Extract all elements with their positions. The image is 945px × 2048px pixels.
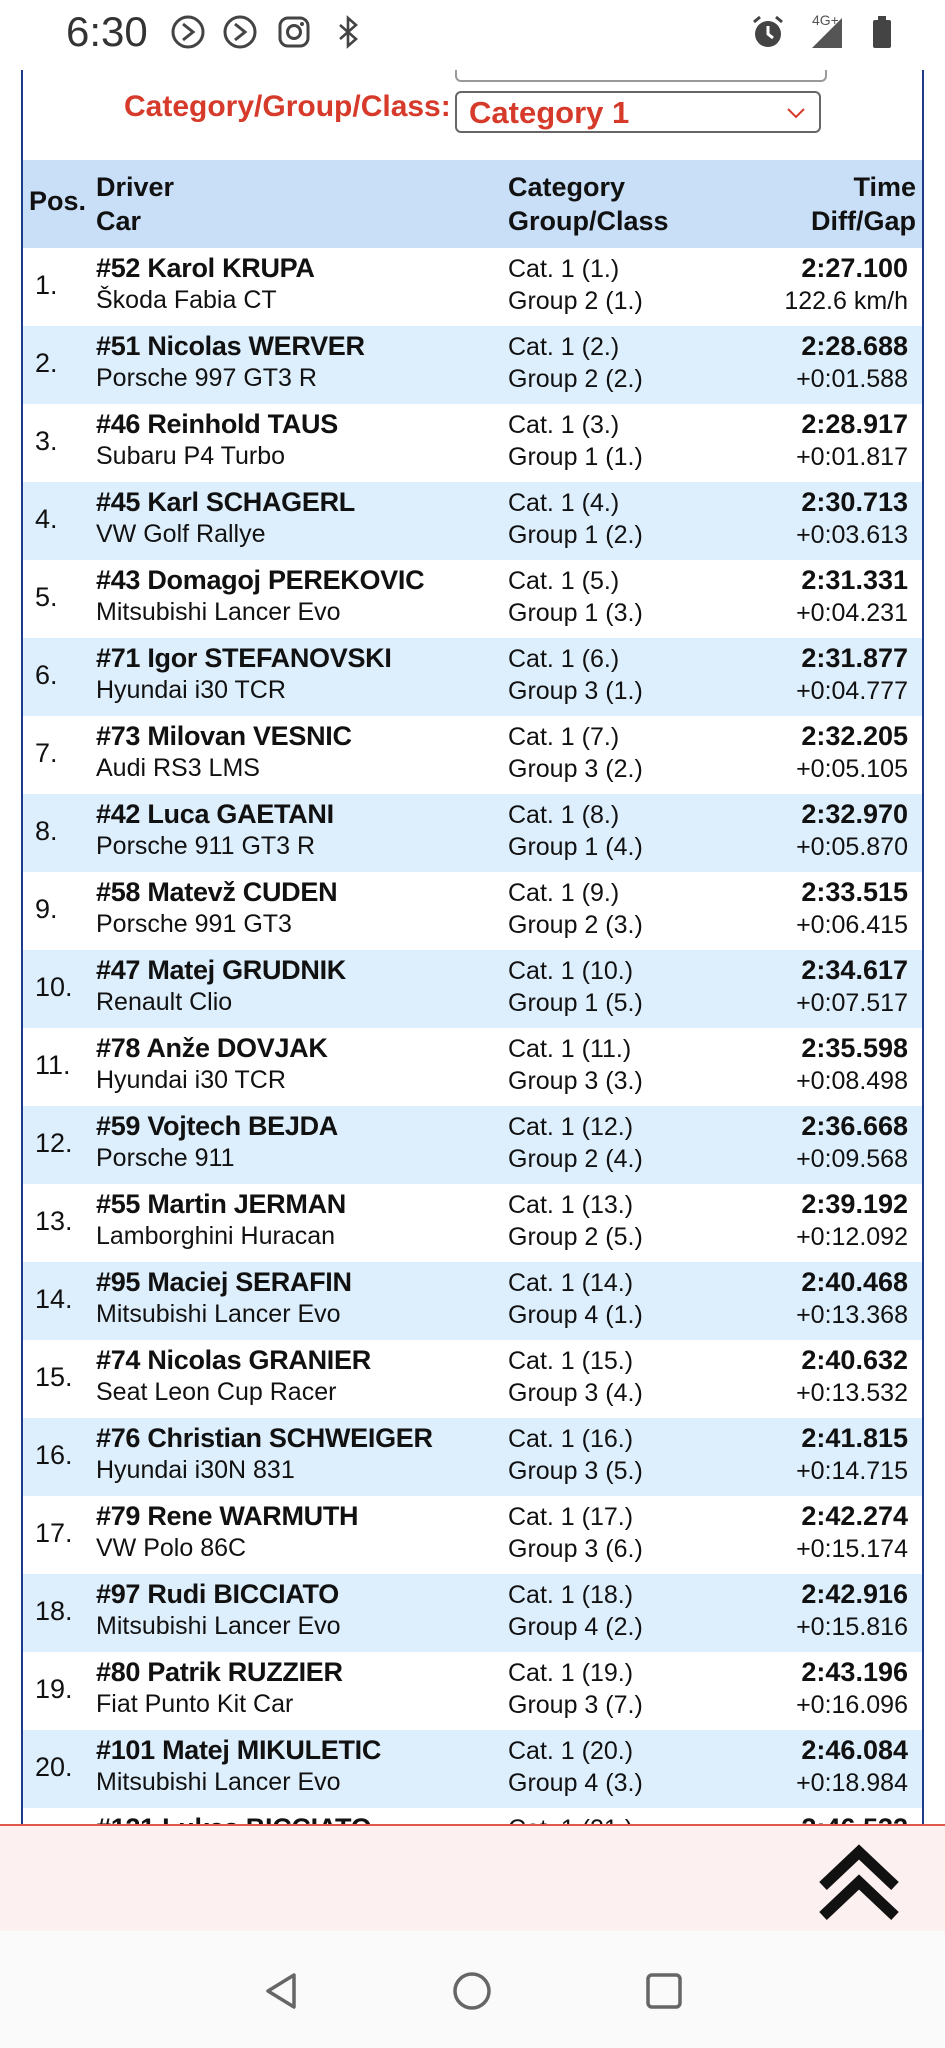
lap-time: 2:39.192 [801, 1189, 908, 1219]
car-name: VW Golf Rallye [96, 520, 266, 548]
back-to-top-bar [0, 1824, 945, 1933]
diff-gap: +0:08.498 [796, 1067, 908, 1095]
table-body [23, 248, 922, 1886]
group-rank: Group 3 (5.) [508, 1457, 643, 1485]
alarm-icon [750, 14, 786, 50]
instagram-icon [276, 14, 312, 50]
position-cell: 2. [35, 348, 58, 378]
lap-time: 2:28.688 [801, 331, 908, 361]
driver-name: #46 Reinhold TAUS [96, 409, 338, 439]
group-rank: Group 1 (3.) [508, 599, 643, 627]
category-rank: Cat. 1 (11.) [508, 1035, 632, 1063]
group-rank: Group 2 (1.) [508, 287, 643, 315]
diff-gap: +0:14.715 [796, 1457, 908, 1485]
table-row [23, 794, 922, 872]
position-cell: 8. [35, 816, 58, 846]
diff-gap: 122.6 km/h [784, 287, 908, 315]
group-rank: Group 1 (1.) [508, 443, 643, 471]
status-bar [0, 0, 945, 70]
lap-time: 2:32.970 [801, 799, 908, 829]
group-rank: Group 4 (3.) [508, 1769, 643, 1797]
double-chevron-up-icon[interactable] [815, 1840, 903, 1924]
category-rank: Cat. 1 (17.) [508, 1503, 634, 1531]
position-cell: 1. [35, 270, 58, 300]
network-label: 4G+ [812, 12, 839, 28]
group-rank: Group 4 (1.) [508, 1301, 643, 1329]
table-row [23, 1028, 922, 1106]
driver-name: #47 Matej GRUDNIK [96, 955, 346, 985]
driver-name: #71 Igor STEFANOVSKI [96, 643, 392, 673]
table-row [23, 1418, 922, 1496]
category-rank: Cat. 1 (19.) [508, 1659, 634, 1687]
category-rank: Cat. 1 (5.) [508, 567, 620, 595]
lap-time: 2:41.815 [801, 1423, 908, 1453]
group-rank: Group 3 (3.) [508, 1067, 643, 1095]
position-cell: 9. [35, 894, 58, 924]
header-car: Car [96, 206, 142, 236]
position-cell: 11. [35, 1050, 71, 1080]
diff-gap: +0:06.415 [796, 911, 908, 939]
group-rank: Group 4 (2.) [508, 1613, 643, 1641]
lap-time: 2:40.468 [801, 1267, 908, 1297]
lap-time: 2:28.917 [801, 409, 908, 439]
header-driver: Driver [96, 172, 175, 202]
position-cell: 17. [35, 1518, 73, 1548]
category-rank: Cat. 1 (8.) [508, 801, 620, 829]
position-cell: 5. [35, 582, 58, 612]
car-name: Porsche 991 GT3 [96, 910, 292, 938]
lap-time: 2:27.100 [801, 253, 908, 283]
previous-select-edge [455, 70, 827, 82]
category-rank: Cat. 1 (4.) [508, 489, 620, 517]
lap-time: 2:42.916 [801, 1579, 908, 1609]
position-cell: 13. [35, 1206, 73, 1236]
diff-gap: +0:13.368 [796, 1301, 908, 1329]
driver-name: #78 Anže DOVJAK [96, 1033, 328, 1063]
lap-time: 2:43.196 [801, 1657, 908, 1687]
position-cell: 7. [35, 738, 58, 768]
diff-gap: +0:18.984 [796, 1769, 908, 1797]
table-row [23, 404, 922, 482]
table-row [23, 872, 922, 950]
header-group-class: Group/Class [508, 206, 669, 236]
group-rank: Group 1 (2.) [508, 521, 643, 549]
lap-time: 2:36.668 [801, 1111, 908, 1141]
car-name: Fiat Punto Kit Car [96, 1690, 294, 1718]
group-rank: Group 1 (4.) [508, 833, 643, 861]
table-row [23, 1340, 922, 1418]
category-rank: Cat. 1 (10.) [508, 957, 634, 985]
driver-name: #52 Karol KRUPA [96, 253, 315, 283]
category-select[interactable] [455, 91, 821, 133]
lap-time: 2:31.877 [801, 643, 908, 673]
table-row [23, 716, 922, 794]
lap-time: 2:34.617 [801, 955, 908, 985]
category-rank: Cat. 1 (6.) [508, 645, 620, 673]
diff-gap: +0:04.777 [796, 677, 908, 705]
category-rank: Cat. 1 (12.) [508, 1113, 634, 1141]
category-rank: Cat. 1 (2.) [508, 333, 620, 361]
lap-time: 2:32.205 [801, 721, 908, 751]
category-rank: Cat. 1 (14.) [508, 1269, 634, 1297]
diff-gap: +0:09.568 [796, 1145, 908, 1173]
car-name: Audi RS3 LMS [96, 754, 260, 782]
table-row [23, 1574, 922, 1652]
car-name: Škoda Fabia CT [96, 286, 277, 314]
table-row [23, 248, 922, 326]
driver-name: #59 Vojtech BEJDA [96, 1111, 338, 1141]
car-name: Mitsubishi Lancer Evo [96, 1768, 341, 1796]
diff-gap: +0:15.816 [796, 1613, 908, 1641]
driver-name: #55 Martin JERMAN [96, 1189, 346, 1219]
group-rank: Group 3 (1.) [508, 677, 643, 705]
header-diff-gap: Diff/Gap [811, 206, 916, 236]
lap-time: 2:35.598 [801, 1033, 908, 1063]
car-name: Mitsubishi Lancer Evo [96, 598, 341, 626]
category-rank: Cat. 1 (16.) [508, 1425, 634, 1453]
lap-time: 2:42.274 [801, 1501, 908, 1531]
driver-name: #79 Rene WARMUTH [96, 1501, 359, 1531]
group-rank: Group 2 (2.) [508, 365, 643, 393]
driver-name: #42 Luca GAETANI [96, 799, 334, 829]
car-name: Hyundai i30 TCR [96, 1066, 286, 1094]
category-rank: Cat. 1 (20.) [508, 1737, 634, 1765]
category-select-value: Category 1 [469, 95, 630, 130]
back-triangle-icon[interactable] [260, 1969, 304, 2013]
car-name: Mitsubishi Lancer Evo [96, 1300, 341, 1328]
lap-time: 2:33.515 [801, 877, 908, 907]
position-cell: 4. [35, 504, 58, 534]
driver-name: #43 Domagoj PEREKOVIC [96, 565, 425, 595]
driver-name: #97 Rudi BICCIATO [96, 1579, 339, 1609]
car-name: Porsche 997 GT3 R [96, 364, 317, 392]
table-row [23, 1730, 922, 1808]
group-rank: Group 3 (6.) [508, 1535, 643, 1563]
table-row [23, 1106, 922, 1184]
group-rank: Group 2 (3.) [508, 911, 643, 939]
diff-gap: +0:15.174 [796, 1535, 908, 1563]
group-rank: Group 1 (5.) [508, 989, 643, 1017]
position-cell: 16. [35, 1440, 73, 1470]
group-rank: Group 3 (7.) [508, 1691, 643, 1719]
chevron-down-icon [785, 102, 807, 124]
position-cell: 10. [35, 972, 73, 1002]
header-pos: Pos. [29, 186, 87, 216]
diff-gap: +0:07.517 [796, 989, 908, 1017]
table-header [23, 160, 922, 248]
driver-name: #76 Christian SCHWEIGER [96, 1423, 433, 1453]
driver-name: #51 Nicolas WERVER [96, 331, 365, 361]
header-time: Time [853, 172, 916, 202]
battery-icon [864, 14, 900, 50]
driver-name: #80 Patrik RUZZIER [96, 1657, 343, 1687]
diff-gap: +0:04.231 [796, 599, 908, 627]
table-row [23, 560, 922, 638]
media-icon [222, 14, 258, 50]
category-rank: Cat. 1 (9.) [508, 879, 620, 907]
android-nav-bar [0, 1931, 945, 2048]
category-rank: Cat. 1 (18.) [508, 1581, 634, 1609]
header-category: Category [508, 172, 626, 202]
status-time: 6:30 [66, 8, 148, 55]
table-row [23, 326, 922, 404]
position-cell: 15. [35, 1362, 73, 1392]
frame-border [922, 70, 924, 1824]
car-name: Hyundai i30 TCR [96, 676, 286, 704]
diff-gap: +0:01.588 [796, 365, 908, 393]
position-cell: 14. [35, 1284, 73, 1314]
lap-time: 2:40.632 [801, 1345, 908, 1375]
car-name: Subaru P4 Turbo [96, 442, 286, 470]
diff-gap: +0:13.532 [796, 1379, 908, 1407]
group-rank: Group 3 (2.) [508, 755, 643, 783]
lap-time: 2:30.713 [801, 487, 908, 517]
car-name: Hyundai i30N 831 [96, 1456, 295, 1484]
bluetooth-icon [330, 14, 366, 50]
table-row [23, 1262, 922, 1340]
diff-gap: +0:03.613 [796, 521, 908, 549]
diff-gap: +0:01.817 [796, 443, 908, 471]
recents-square-icon[interactable] [642, 1969, 686, 2013]
driver-name: #73 Milovan VESNIC [96, 721, 352, 751]
table-row [23, 950, 922, 1028]
driver-name: #45 Karl SCHAGERL [96, 487, 355, 517]
category-rank: Cat. 1 (7.) [508, 723, 620, 751]
diff-gap: +0:16.096 [796, 1691, 908, 1719]
car-name: Lamborghini Huracan [96, 1222, 336, 1250]
table-row [23, 1184, 922, 1262]
diff-gap: +0:05.105 [796, 755, 908, 783]
driver-name: #95 Maciej SERAFIN [96, 1267, 352, 1297]
group-rank: Group 2 (5.) [508, 1223, 643, 1251]
category-rank: Cat. 1 (1.) [508, 255, 620, 283]
media-icon [170, 14, 206, 50]
car-name: Mitsubishi Lancer Evo [96, 1612, 341, 1640]
position-cell: 18. [35, 1596, 73, 1626]
car-name: Seat Leon Cup Racer [96, 1378, 337, 1406]
diff-gap: +0:05.870 [796, 833, 908, 861]
results-table [23, 160, 922, 1886]
position-cell: 3. [35, 426, 58, 456]
category-rank: Cat. 1 (15.) [508, 1347, 634, 1375]
position-cell: 19. [35, 1674, 73, 1704]
table-row [23, 482, 922, 560]
category-rank: Cat. 1 (3.) [508, 411, 620, 439]
table-row [23, 1496, 922, 1574]
group-rank: Group 3 (4.) [508, 1379, 643, 1407]
results-page [0, 70, 945, 1824]
driver-name: #74 Nicolas GRANIER [96, 1345, 371, 1375]
car-name: Porsche 911 GT3 R [96, 832, 316, 860]
car-name: Porsche 911 [96, 1144, 235, 1172]
table-row [23, 1652, 922, 1730]
car-name: Renault Clio [96, 988, 233, 1016]
position-cell: 6. [35, 660, 58, 690]
car-name: VW Polo 86C [96, 1534, 247, 1562]
lap-time: 2:46.084 [801, 1735, 908, 1765]
position-cell: 20. [35, 1752, 73, 1782]
lap-time: 2:31.331 [801, 565, 908, 595]
filter-label: Category/Group/Class: [124, 90, 451, 123]
table-row [23, 638, 922, 716]
driver-name: #58 Matevž CUDEN [96, 877, 338, 907]
group-rank: Group 2 (4.) [508, 1145, 643, 1173]
category-rank: Cat. 1 (13.) [508, 1191, 634, 1219]
driver-name: #101 Matej MIKULETIC [96, 1735, 382, 1765]
diff-gap: +0:12.092 [796, 1223, 908, 1251]
home-circle-icon[interactable] [450, 1969, 494, 2013]
position-cell: 12. [35, 1128, 73, 1158]
